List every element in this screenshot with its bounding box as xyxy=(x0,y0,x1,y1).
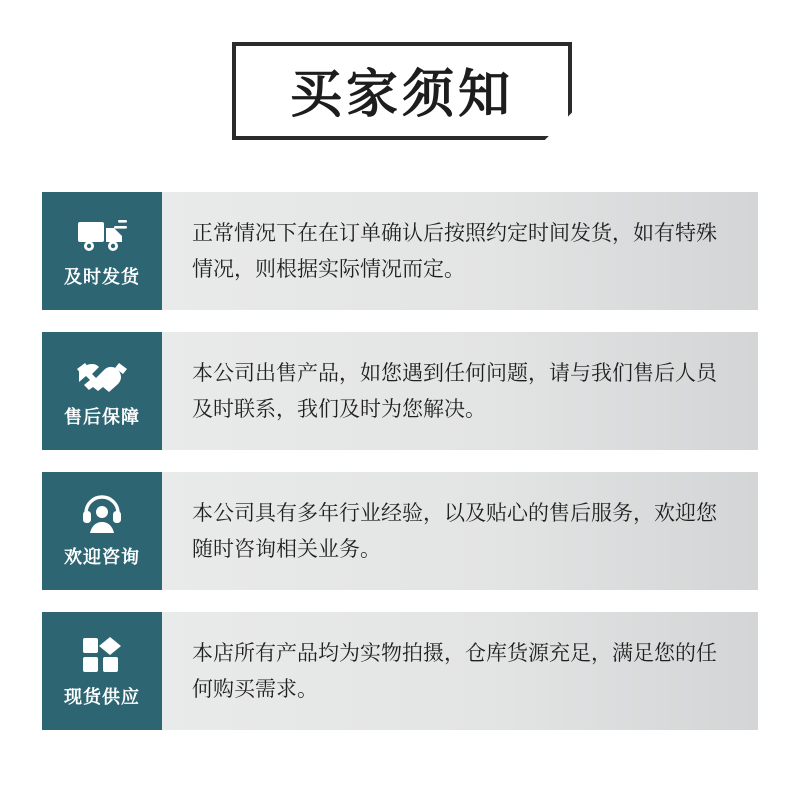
list-item xyxy=(42,612,758,730)
notice-list xyxy=(42,192,758,730)
notice-body xyxy=(162,192,758,310)
list-item xyxy=(42,192,758,310)
list-item xyxy=(42,472,758,590)
notice-text: 本店所有产品均为实物拍摄，仓库货源充足，满足您的任何购买需求。 xyxy=(192,640,717,701)
inventory-blocks-icon xyxy=(74,633,130,677)
handshake-icon xyxy=(74,353,130,397)
notice-badge-label: 欢迎咨询 xyxy=(64,547,140,568)
notice-badge-stock xyxy=(42,612,162,730)
headset-support-icon xyxy=(74,493,130,537)
notice-badge-label: 现货供应 xyxy=(64,687,140,708)
notice-text: 本公司具有多年行业经验，以及贴心的售后服务，欢迎您随时咨询相关业务。 xyxy=(192,500,717,561)
page-title: 买家须知 xyxy=(289,65,514,125)
notice-badge-label: 售后保障 xyxy=(64,407,140,428)
notice-body xyxy=(162,612,758,730)
notice-badge-shipping xyxy=(42,192,162,310)
delivery-truck-icon xyxy=(74,213,130,257)
notice-text: 本公司出售产品，如您遇到任何问题，请与我们售后人员及时联系，我们及时为您解决。 xyxy=(192,360,717,421)
notice-text: 正常情况下在在订单确认后按照约定时间发货，如有特殊情况，则根据实际情况而定。 xyxy=(192,220,717,281)
notice-body xyxy=(162,472,758,590)
notice-body xyxy=(162,332,758,450)
list-item xyxy=(42,332,758,450)
notice-badge-warranty xyxy=(42,332,162,450)
notice-badge-label: 及时发货 xyxy=(64,267,140,288)
notice-badge-consult xyxy=(42,472,162,590)
page-title-banner xyxy=(232,42,572,140)
